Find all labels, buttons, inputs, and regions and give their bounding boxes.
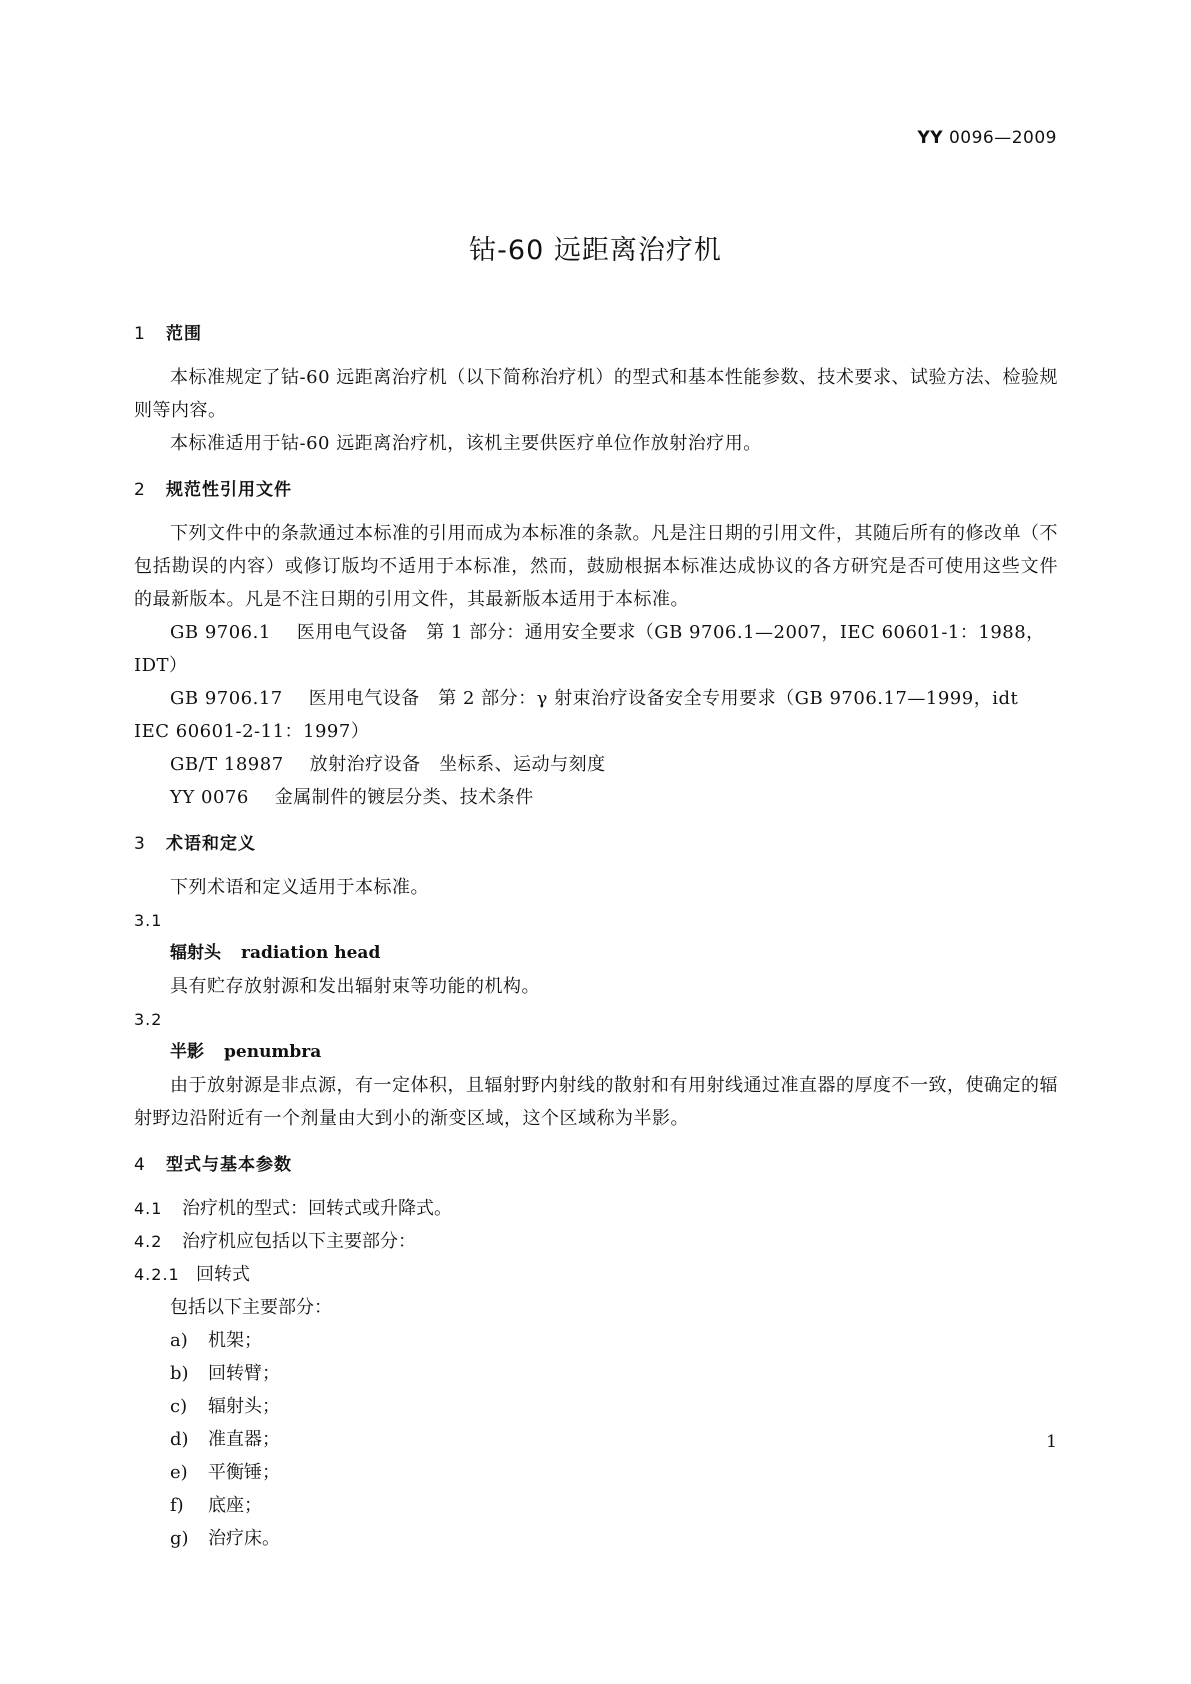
reference-item xyxy=(134,748,1058,781)
section-title: 术语和定义 xyxy=(166,834,256,854)
list-item xyxy=(134,1522,1058,1555)
list-text: 治疗床。 xyxy=(208,1528,280,1549)
term-definition: 具有贮存放射源和发出辐射束等功能的机构。 xyxy=(170,976,540,997)
list-item xyxy=(134,1390,1058,1423)
reference-title: 放射治疗设备 坐标系、运动与刻度 xyxy=(309,754,606,775)
reference-item xyxy=(134,781,1058,814)
section-number: 1 xyxy=(134,324,146,344)
list-label: e) xyxy=(170,1462,188,1483)
list-text: 回转臂； xyxy=(208,1363,280,1384)
list-item xyxy=(134,1324,1058,1357)
standard-number xyxy=(917,128,1057,148)
clause xyxy=(134,1225,1058,1258)
list-item xyxy=(134,1489,1058,1522)
section-terms-definitions xyxy=(134,828,1058,1135)
list-text: 机架； xyxy=(208,1330,262,1351)
section-number: 3 xyxy=(134,834,146,854)
section-title: 型式与基本参数 xyxy=(166,1155,292,1175)
clause-number: 4.1 xyxy=(134,1199,163,1218)
page-number: 1 xyxy=(1046,1432,1057,1452)
clause-text: 回转式 xyxy=(196,1264,250,1285)
section-number: 4 xyxy=(134,1155,146,1175)
reference-item xyxy=(134,616,1058,682)
reference-code: YY 0076 xyxy=(170,787,249,808)
list-label: d) xyxy=(170,1429,189,1450)
section-heading xyxy=(134,1149,1058,1182)
clause-text: 治疗机应包括以下主要部分： xyxy=(182,1231,416,1252)
clause xyxy=(134,1192,1058,1225)
clause xyxy=(134,1258,1058,1291)
list-text: 平衡锤； xyxy=(208,1462,280,1483)
term-english: radiation head xyxy=(241,943,381,963)
term-chinese: 半影 xyxy=(170,1042,204,1062)
paragraph: 本标准适用于钴-60 远距离治疗机，该机主要供医疗单位作放射治疗用。 xyxy=(170,433,762,454)
list-text: 辐射头； xyxy=(208,1396,280,1417)
reference-title: 医用电气设备 第 1 部分：通用安全要求（GB 9706.1—2007，IEC 60601-1：1988，IDT） xyxy=(134,622,1045,676)
section-heading xyxy=(134,828,1058,861)
section-number: 2 xyxy=(134,480,146,500)
reference-title: 医用电气设备 第 2 部分：γ 射束治疗设备安全专用要求（GB 9706.17—1999，idt IEC 60601-2-11：1997） xyxy=(134,688,1019,742)
section-types-parameters xyxy=(134,1149,1058,1555)
list-item xyxy=(134,1357,1058,1390)
list-text: 底座； xyxy=(208,1495,262,1516)
section-heading xyxy=(134,474,1058,507)
standard-prefix: YY xyxy=(917,128,944,148)
section-normative-references xyxy=(134,474,1058,814)
clause-text: 治疗机的型式：回转式或升降式。 xyxy=(182,1198,452,1219)
document-title: 钴-60 远距离治疗机 xyxy=(469,235,722,266)
clause-number: 4.2.1 xyxy=(134,1265,180,1284)
term-number: 3.2 xyxy=(134,1010,163,1029)
list-label: a) xyxy=(170,1330,188,1351)
reference-code: GB/T 18987 xyxy=(170,754,284,775)
list-label: c) xyxy=(170,1396,188,1417)
list-label: g) xyxy=(170,1528,189,1549)
reference-code: GB 9706.17 xyxy=(170,688,283,709)
term-definition: 由于放射源是非点源，有一定体积，且辐射野内射线的散射和有用射线通过准直器的厚度不一致，使确定的辐射野边沿附近有一个剂量由大到小的渐变区域，这个区域称为半影。 xyxy=(134,1075,1058,1129)
reference-code: GB 9706.1 xyxy=(170,622,271,643)
paragraph: 下列术语和定义适用于本标准。 xyxy=(170,877,429,898)
term-number: 3.1 xyxy=(134,911,163,930)
list-item xyxy=(134,1423,1058,1456)
document-body xyxy=(134,318,1058,1569)
term-english: penumbra xyxy=(224,1042,322,1062)
term-name xyxy=(134,1036,1058,1069)
section-title: 范围 xyxy=(166,324,202,344)
section-heading xyxy=(134,318,1058,351)
section-title: 规范性引用文件 xyxy=(166,480,292,500)
list-intro: 包括以下主要部分： xyxy=(170,1297,332,1318)
section-scope xyxy=(134,318,1058,460)
list-item xyxy=(134,1456,1058,1489)
list-label: b) xyxy=(170,1363,189,1384)
term-chinese: 辐射头 xyxy=(170,943,221,963)
paragraph: 下列文件中的条款通过本标准的引用而成为本标准的条款。凡是注日期的引用文件，其随后所有的修改单（不包括勘误的内容）或修订版均不适用于本标准，然而，鼓励根据本标准达成协议的各方研究是否可使用这些文件的最新版本。凡是不注日期的引用文件，其最新版本适用于本标准。 xyxy=(134,523,1058,610)
standard-code: 0096—2009 xyxy=(948,128,1057,148)
reference-title: 金属制件的镀层分类、技术条件 xyxy=(274,787,534,808)
term-name xyxy=(134,937,1058,970)
clause-number: 4.2 xyxy=(134,1232,163,1251)
reference-item xyxy=(134,682,1058,748)
list-label: f) xyxy=(170,1495,184,1516)
list-text: 准直器； xyxy=(208,1429,280,1450)
paragraph: 本标准规定了钴-60 远距离治疗机（以下简称治疗机）的型式和基本性能参数、技术要求、试验方法、检验规则等内容。 xyxy=(134,367,1058,421)
